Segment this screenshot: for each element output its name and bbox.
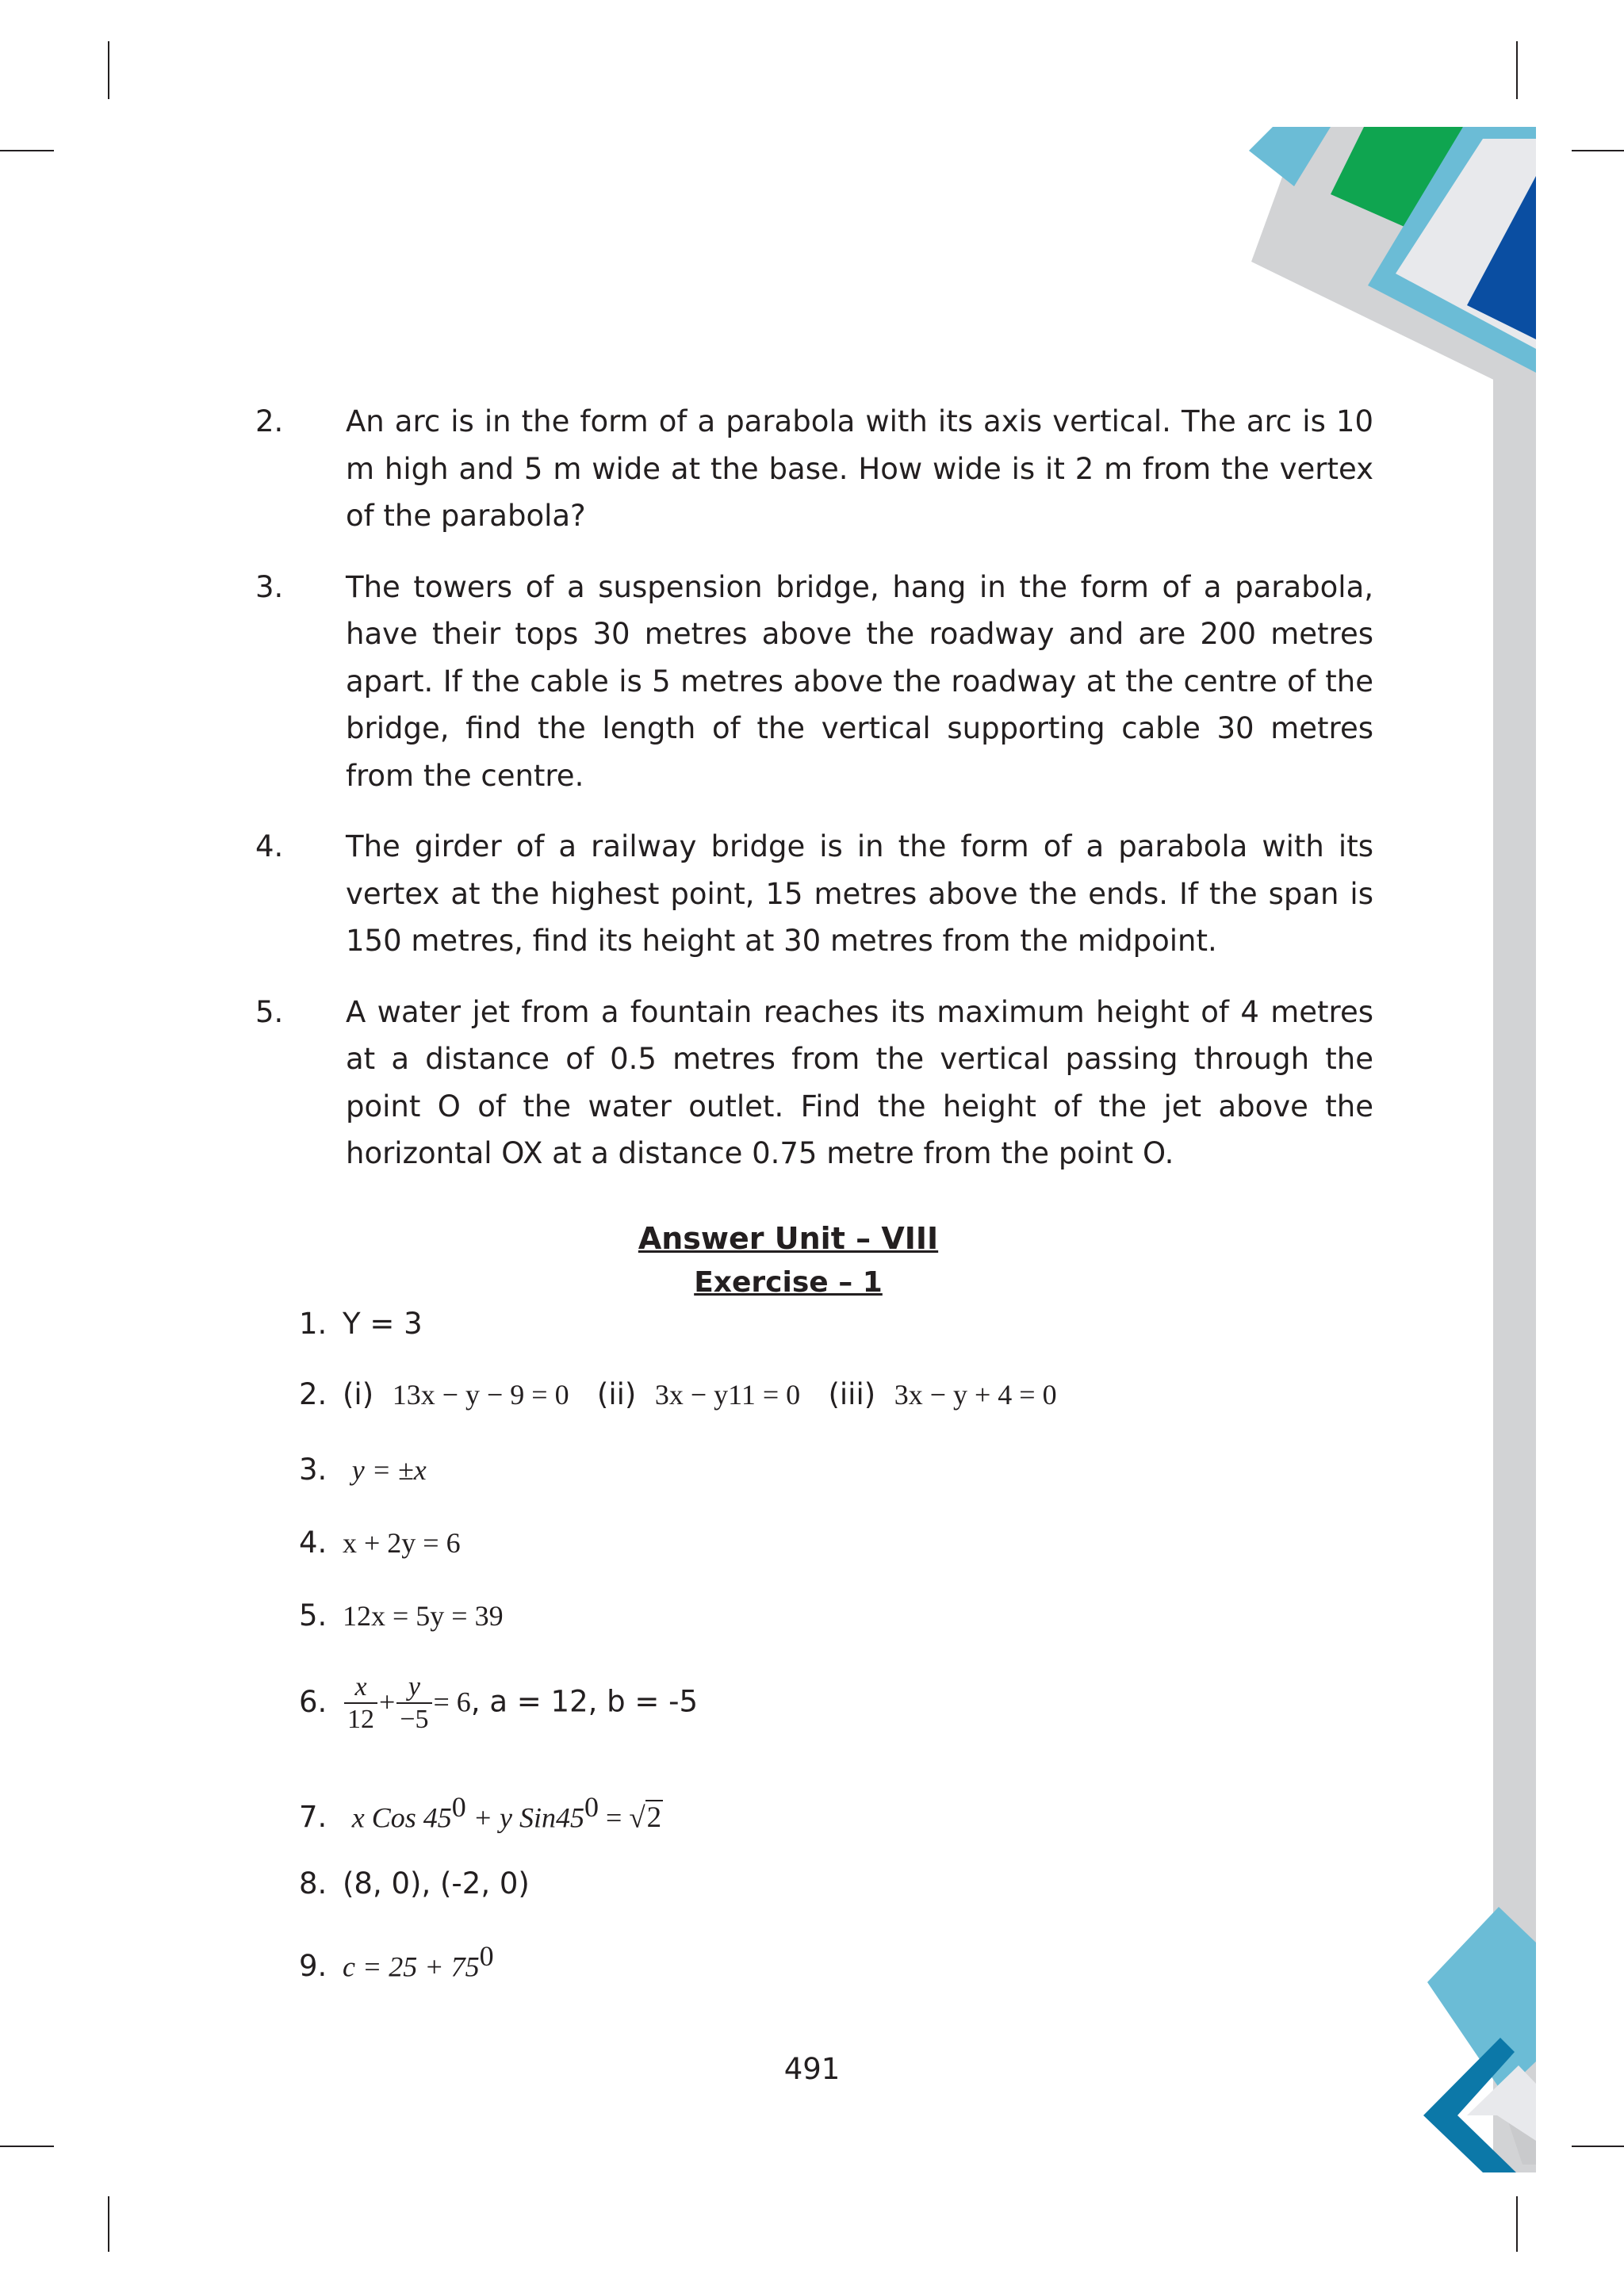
answer-equation: x Cos 45: [351, 1801, 452, 1834]
answer-equation: 3x − y + 4 = 0: [894, 1379, 1057, 1411]
answer-number: 8.: [299, 1866, 327, 1901]
answer-item: [299, 1671, 698, 1735]
answer-number: 1.: [299, 1307, 327, 1341]
page-number: 491: [783, 2052, 841, 2086]
problem-number: 5.: [255, 994, 284, 1029]
answer-equation: y = ±x: [351, 1454, 427, 1486]
answer-number: 9.: [299, 1949, 327, 1984]
fraction: [344, 1671, 377, 1735]
fraction-numerator: y: [396, 1671, 431, 1704]
equation-rhs: = 6: [433, 1686, 471, 1718]
part-label: (ii): [596, 1377, 637, 1411]
radicand: 2: [646, 1801, 662, 1835]
answer-item: [299, 1790, 663, 1835]
exercise-heading: Exercise – 1: [694, 1266, 883, 1299]
answer-unit-heading: Answer Unit – VIII: [638, 1221, 939, 1256]
answer-item: [299, 1939, 494, 1983]
problem-number: 3.: [255, 569, 284, 604]
problem-text: A water jet from a fountain reaches its maximum height of 4 metres at a distance of 0.5 metres from the vertical passing through the point O of the water outlet. Find the height of the jet above the horizontal OX at a distance 0.75 metre from the point O.: [346, 994, 1373, 1170]
answer-equation: x + 2y = 6: [343, 1527, 461, 1559]
answer-item: [299, 1525, 461, 1560]
part-label: (i): [343, 1377, 374, 1411]
problem-number: 2.: [255, 404, 284, 438]
answer-number: 4.: [299, 1525, 327, 1560]
answer-item: [299, 1598, 504, 1633]
square-root: √2: [629, 1801, 662, 1835]
superscript: 0: [479, 1940, 494, 1972]
exercise-problems: [255, 398, 1373, 1201]
problem-item: [255, 823, 1373, 965]
problem-item: [255, 398, 1373, 540]
answer-number: 6.: [299, 1684, 327, 1719]
equals-sign: =: [599, 1801, 630, 1834]
part-label: (iii): [828, 1377, 876, 1411]
answer-equation: 13x − y − 9 = 0: [392, 1379, 569, 1411]
fraction: [396, 1671, 431, 1735]
fraction-numerator: x: [344, 1671, 377, 1704]
problem-item: [255, 564, 1373, 800]
answer-text: , a = 12, b = -5: [470, 1684, 699, 1719]
problem-text: The towers of a suspension bridge, hang in the form of a parabola, have their tops 30 metres above the roadway and are 200 metres apart. If the cable is 5 metres above the roadway at the centre of the bridge, find the length of the vertical supporting cable 30 metres from the centre.: [346, 569, 1373, 793]
plus-sign: +: [379, 1686, 396, 1718]
superscript: 0: [451, 1791, 466, 1823]
side-band: [1493, 349, 1536, 2172]
problem-item: [255, 989, 1373, 1177]
answer-item: [299, 1377, 1057, 1411]
problem-number: 4.: [255, 829, 284, 863]
problem-text: The girder of a railway bridge is in the form of a parabola with its vertex at the highest point, 15 metres above the ends. If the span is 150 metres, find its height at 30 metres from the midpoint.: [346, 829, 1373, 958]
answer-number: 7.: [299, 1800, 327, 1835]
problem-text: An arc is in the form of a parabola with its axis vertical. The arc is 10 m high and 5 m wide at the base. How wide is it 2 m from the vertex of the parabola?: [346, 404, 1373, 533]
fraction-denominator: 12: [347, 1705, 374, 1735]
answer-number: 5.: [299, 1598, 327, 1633]
answer-text: Y = 3: [343, 1307, 423, 1341]
answer-equation: c = 25 + 75: [343, 1950, 480, 1983]
answer-equation: + y Sin45: [465, 1801, 585, 1834]
answer-item: [299, 1453, 427, 1487]
answer-number: 2.: [299, 1377, 327, 1411]
answer-text: (8, 0), (-2, 0): [343, 1866, 530, 1901]
answer-number: 3.: [299, 1453, 327, 1487]
answer-equation: 12x = 5y = 39: [343, 1600, 504, 1632]
answer-item: [299, 1866, 530, 1901]
fraction-denominator: −5: [400, 1705, 429, 1735]
answer-item: [299, 1307, 423, 1341]
answer-equation: 3x − y11 = 0: [654, 1379, 801, 1411]
superscript: 0: [584, 1791, 599, 1823]
